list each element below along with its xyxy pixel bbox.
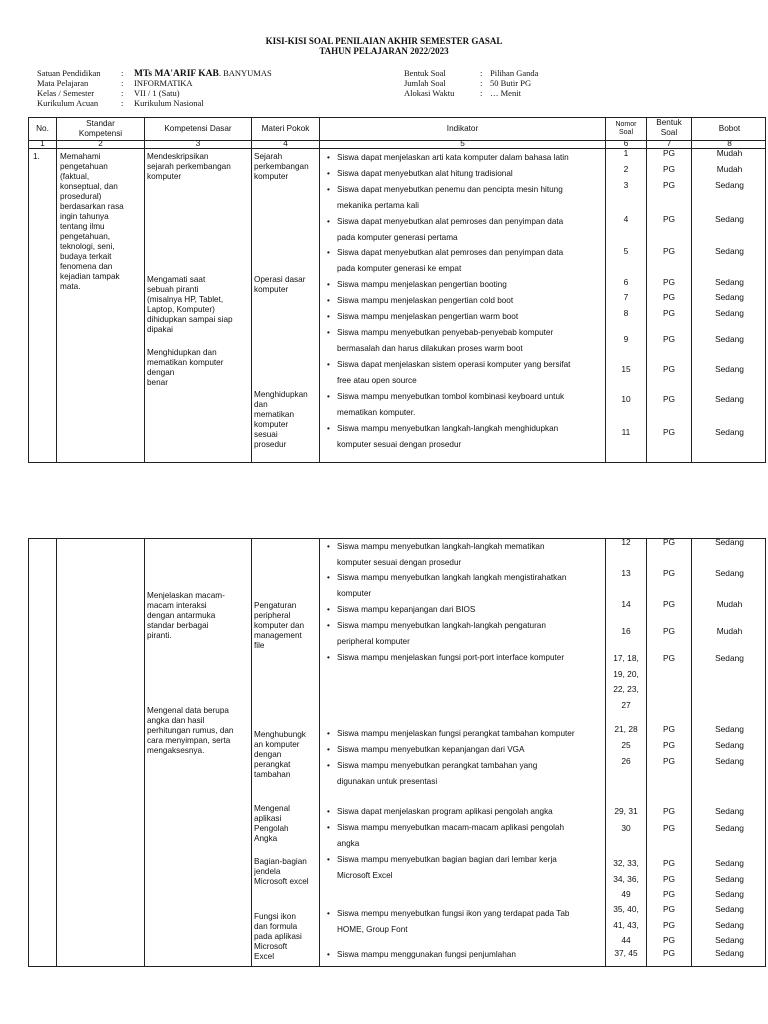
bobot: Sedang bbox=[715, 214, 744, 224]
kompetensi-dasar-4: Menjelaskan macam- macam interaksi dengan antarmuka standar berbagai piranti. bbox=[147, 591, 225, 640]
indicator-item: • Siswa mampu menjelaskan pengertian cold boot bbox=[322, 293, 619, 309]
bentuk-soal: PG bbox=[662, 308, 676, 318]
info-value-text: . BANYUMAS bbox=[218, 68, 272, 78]
bobot: Sedang bbox=[715, 537, 744, 547]
bentuk-soal: PG bbox=[662, 740, 676, 750]
header-nomor-soal: Nomor Soal bbox=[615, 121, 637, 136]
bentuk-soal: PG PG PG bbox=[662, 858, 676, 899]
bentuk-soal: PG bbox=[662, 164, 676, 174]
info-colon: : bbox=[480, 78, 483, 88]
bobot: Sedang Sedang Sedang bbox=[715, 904, 744, 945]
col-number-8: 8 bbox=[727, 139, 732, 148]
info-value: Pilihan Ganda bbox=[490, 68, 539, 78]
nomor-soal: 7 bbox=[623, 292, 629, 302]
bobot: Sedang bbox=[715, 724, 744, 734]
bentuk-soal: PG bbox=[662, 427, 676, 437]
header-no: No. bbox=[36, 124, 49, 133]
info-colon: : bbox=[121, 68, 124, 78]
indicator-item: • Siswa dapat menjelaskan arti kata komputer dalam bahasa latin bbox=[322, 150, 619, 166]
info-colon: : bbox=[480, 88, 483, 98]
bobot: Sedang Sedang Sedang bbox=[715, 858, 744, 899]
bobot: Sedang bbox=[715, 568, 744, 578]
indicator-item: • Siswa mampu menyebutkan bagian bagian dari lembar kerja Microsoft Excel bbox=[322, 852, 619, 883]
bentuk-soal: PG bbox=[662, 537, 676, 547]
bentuk-soal: PG bbox=[662, 334, 676, 344]
nomor-soal: 2 bbox=[623, 164, 629, 174]
header-bentuk-soal: Bentuk Soal bbox=[656, 118, 682, 137]
indicator-item: • Siswa mampu menyebutkan tombol kombinasi keyboard untuk mematikan komputer. bbox=[322, 389, 619, 420]
col-number-7: 7 bbox=[666, 139, 672, 148]
nomor-soal: 17, 18, 19, 20, 22, 23, 27 bbox=[613, 653, 639, 710]
bentuk-soal: PG bbox=[662, 148, 676, 158]
indicator-item: • Siswa mampu menjelaskan fungsi port-port interface komputer bbox=[322, 650, 619, 666]
indicator-item: • Siswa mampu menyebutkan langkah-langkah pengaturan peripheral komputer bbox=[322, 618, 619, 649]
bobot: Sedang bbox=[715, 740, 744, 750]
header-bobot: Bobot bbox=[718, 124, 741, 133]
indicator-item: • Siswa mampu kepanjangan dari BIOS bbox=[322, 602, 619, 618]
bentuk-soal: PG bbox=[662, 277, 676, 287]
bentuk-soal: PG bbox=[662, 599, 676, 609]
header-indikator: Indikator bbox=[446, 124, 479, 133]
indicator-item: • Siswa dapat menyebutkan alat pemroses dan penyimpan data pada komputer generasi pertama bbox=[322, 214, 619, 245]
document-title: KISI-KISI SOAL PENILAIAN AKHIR SEMESTER GASAL bbox=[265, 36, 503, 46]
bobot: Sedang bbox=[715, 756, 744, 766]
info-value-text: VII / 1 (Satu) bbox=[134, 88, 180, 98]
materi-pokok-5: Menghubungk an komputer dengan perangkat tambahan bbox=[254, 730, 306, 779]
nomor-soal: 5 bbox=[623, 246, 629, 256]
bentuk-soal: PG bbox=[662, 364, 676, 374]
info-colon: : bbox=[121, 98, 124, 108]
kompetensi-dasar-2: Mengamati saat sebuah piranti (misalnya HP, Tablet, Laptop, Komputer) dihidupkan sampai siap dipakai bbox=[147, 275, 233, 334]
indicator-item: • Siswa dapat menyebutkan alat hitung tradisional bbox=[322, 166, 619, 182]
bobot: Sedang bbox=[715, 427, 744, 437]
bobot: Sedang bbox=[715, 277, 744, 287]
grid-table-2 bbox=[28, 538, 766, 967]
bentuk-soal: PG bbox=[662, 756, 676, 766]
bentuk-soal: PG bbox=[662, 948, 676, 958]
col-number-3: 3 bbox=[195, 139, 201, 148]
bentuk-soal: PG bbox=[662, 394, 676, 404]
info-value-text: Kurikulum Nasional bbox=[134, 98, 204, 108]
standar-kompetensi: Memahami pengetahuan (faktual, konseptual, dan prosedural) berdasarkan rasa ingin tahunya tentang ilmu pengetahuan, teknologi, seni, budaya terkait fenomena dan kejadian tampak mata. bbox=[60, 152, 124, 291]
col-number-6: 6 bbox=[623, 139, 629, 148]
materi-pokok-3: Menghidupkan dan mematikan komputer sesuai prosedur bbox=[254, 390, 308, 449]
materi-pokok-2: Operasi dasar komputer bbox=[254, 275, 306, 294]
col-number-2: 2 bbox=[98, 139, 103, 148]
bobot: Mudah bbox=[716, 599, 743, 609]
nomor-soal: 30 bbox=[621, 823, 631, 833]
nomor-soal: 3 bbox=[623, 180, 629, 190]
bobot: Sedang bbox=[715, 292, 744, 302]
header-standar-kompetensi: Standar Kompetensi bbox=[78, 119, 123, 138]
materi-pokok-6: Mengenal aplikasi Pengolah Angka bbox=[254, 804, 290, 843]
bentuk-soal: PG bbox=[662, 246, 676, 256]
info-label: Bentuk Soal bbox=[404, 68, 446, 78]
bobot: Sedang bbox=[715, 823, 744, 833]
nomor-soal: 21, 28 bbox=[614, 724, 638, 734]
info-colon: : bbox=[480, 68, 483, 78]
info-value: 50 Butir PG bbox=[490, 78, 532, 88]
info-colon: : bbox=[121, 88, 124, 98]
nomor-soal: 35, 40, 41, 43, 44 bbox=[613, 904, 639, 945]
kompetensi-dasar-5: Mengenal data berupa angka dan hasil perhitungan rumus, dan cara menyimpan, serta mengaksesnya. bbox=[147, 706, 234, 755]
indicator-item: • Siswa dapat menyebutkan penemu dan pencipta mesin hitung mekanika pertama kali bbox=[322, 182, 619, 213]
document-subtitle: TAHUN PELAJARAN 2022/2023 bbox=[319, 46, 449, 56]
materi-pokok-8: Fungsi ikon dan formula pada aplikasi Microsoft Excel bbox=[254, 912, 302, 961]
bentuk-soal: PG PG PG bbox=[662, 904, 676, 945]
bentuk-soal: PG bbox=[662, 214, 676, 224]
row-number: 1. bbox=[33, 152, 40, 161]
info-label: Jumlah Soal bbox=[404, 78, 446, 88]
nomor-soal: 10 bbox=[621, 394, 631, 404]
nomor-soal: 13 bbox=[621, 568, 631, 578]
bentuk-soal: PG bbox=[662, 292, 676, 302]
info-label: Satuan Pendidikan bbox=[37, 68, 101, 78]
bobot: Mudah bbox=[716, 626, 743, 636]
bobot: Mudah bbox=[716, 164, 743, 174]
info-value: … Menit bbox=[490, 88, 521, 98]
bobot: Sedang bbox=[715, 394, 744, 404]
info-value bbox=[134, 98, 204, 109]
nomor-soal: 29, 31 bbox=[614, 806, 638, 816]
header-kompetensi-dasar: Kompetensi Dasar bbox=[164, 124, 232, 133]
indicator-item: • Siswa mampu menjelaskan pengertian booting bbox=[322, 277, 619, 293]
info-colon: : bbox=[121, 78, 124, 88]
nomor-soal: 16 bbox=[621, 626, 631, 636]
bobot: Sedang bbox=[715, 806, 744, 816]
col-number-1: 1 bbox=[40, 139, 45, 148]
bentuk-soal: PG bbox=[662, 180, 676, 190]
bentuk-soal: PG bbox=[662, 823, 676, 833]
nomor-soal: 32, 33, 34, 36, 49 bbox=[613, 858, 639, 899]
kompetensi-dasar-1: Mendeskripsikan sejarah perkembangan komputer bbox=[147, 152, 231, 181]
materi-pokok-1: Sejarah perkembangan komputer bbox=[254, 152, 309, 181]
nomor-soal: 12 bbox=[621, 537, 631, 547]
bobot: Sedang bbox=[715, 948, 744, 958]
identity-info-left bbox=[37, 68, 367, 116]
bobot: Sedang bbox=[715, 308, 744, 318]
info-label: Alokasi Waktu bbox=[404, 88, 455, 98]
info-label: Kurikulum Acuan bbox=[37, 98, 99, 108]
nomor-soal: 6 bbox=[623, 277, 629, 287]
indicator-item: • Siswa mampu menyebutkan langkah-langkah mematikan komputer sesuai dengan prosedur bbox=[322, 539, 619, 570]
bentuk-soal: PG bbox=[662, 724, 676, 734]
indicator-item: • Siswa mampu menjelaskan pengertian warm boot bbox=[322, 309, 619, 325]
info-label: Kelas / Semester bbox=[37, 88, 95, 98]
nomor-soal: 11 bbox=[621, 427, 631, 437]
bentuk-soal: PG bbox=[662, 806, 676, 816]
indicator-item: • Siswa dapat menjelaskan program aplikasi pengolah angka bbox=[322, 804, 619, 820]
materi-pokok-4: Pengaturan peripheral komputer dan management file bbox=[254, 601, 305, 650]
bobot: Sedang bbox=[715, 364, 744, 374]
nomor-soal: 8 bbox=[623, 308, 629, 318]
nomor-soal: 1 bbox=[623, 148, 629, 158]
col-number-5: 5 bbox=[460, 139, 465, 148]
indicator-item: • Siswa mampu menyebutkan penyebab-penyebab komputer bermasalah dan harus dilakukan proses warm boot bbox=[322, 325, 619, 356]
indicator-item: • Siswa mempu menyebutkan fungsi ikon yang terdapat pada Tab HOME, Group Font bbox=[322, 906, 619, 937]
indicator-item: • Siswa mampu menggunakan fungsi penjumlahan bbox=[322, 947, 619, 963]
indicator-item: • Siswa mampu menyebutkan kepanjangan dari VGA bbox=[322, 742, 619, 758]
bobot: Sedang bbox=[715, 180, 744, 190]
bobot: Sedang bbox=[715, 653, 744, 663]
nomor-soal: 26 bbox=[621, 756, 631, 766]
indicator-item: • Siswa mampu menyebutkan langkah langkah mengistirahatkan komputer bbox=[322, 570, 619, 601]
bentuk-soal: PG bbox=[662, 626, 676, 636]
info-label: Mata Pelajaran bbox=[37, 78, 89, 88]
nomor-soal: 15 bbox=[621, 364, 631, 374]
bobot: Sedang bbox=[715, 334, 744, 344]
materi-pokok-7: Bagian-bagian jendela Microsoft excel bbox=[254, 857, 309, 886]
indicator-item: • Siswa dapat menyebutkan alat pemroses dan penyimpan data pada komputer generasi ke empat bbox=[322, 245, 619, 276]
nomor-soal: 9 bbox=[623, 334, 629, 344]
nomor-soal: 25 bbox=[621, 740, 631, 750]
indicator-item: • Siswa mampu menjelaskan fungsi perangkat tambahan komputer bbox=[322, 726, 619, 742]
nomor-soal: 4 bbox=[623, 214, 629, 224]
identity-info-right bbox=[404, 68, 704, 104]
bobot: Sedang bbox=[715, 246, 744, 256]
info-value-bold: MTs MA'ARIF KAB bbox=[134, 69, 219, 79]
nomor-soal: 14 bbox=[621, 599, 631, 609]
nomor-soal: 37, 45 bbox=[614, 948, 638, 958]
bentuk-soal: PG bbox=[662, 653, 676, 663]
kompetensi-dasar-3: Menghidupkan dan mematikan komputer dengan benar bbox=[147, 348, 224, 387]
info-row bbox=[37, 98, 367, 110]
indicator-item: • Siswa dapat menjelaskan sistem operasi komputer yang bersifat free atau open source bbox=[322, 357, 619, 388]
info-value-text: INFORMATIKA bbox=[134, 78, 193, 88]
col-number-4: 4 bbox=[283, 139, 288, 148]
indicator-item: • Siswa mampu menyebutkan langkah-langkah menghidupkan komputer sesuai dengan prosedur bbox=[322, 421, 619, 452]
bobot: Mudah bbox=[716, 148, 743, 158]
info-row bbox=[404, 88, 704, 100]
bentuk-soal: PG bbox=[662, 568, 676, 578]
indicator-item: • Siswa mampu menyebutkan macam-macam aplikasi pengolah angka bbox=[322, 820, 619, 851]
grid-table-1 bbox=[28, 117, 766, 463]
indicator-item: • Siswa mampu menyebutkan perangkat tambahan yang digunakan untuk presentasi bbox=[322, 758, 619, 789]
header-materi-pokok: Materi Pokok bbox=[261, 124, 310, 133]
